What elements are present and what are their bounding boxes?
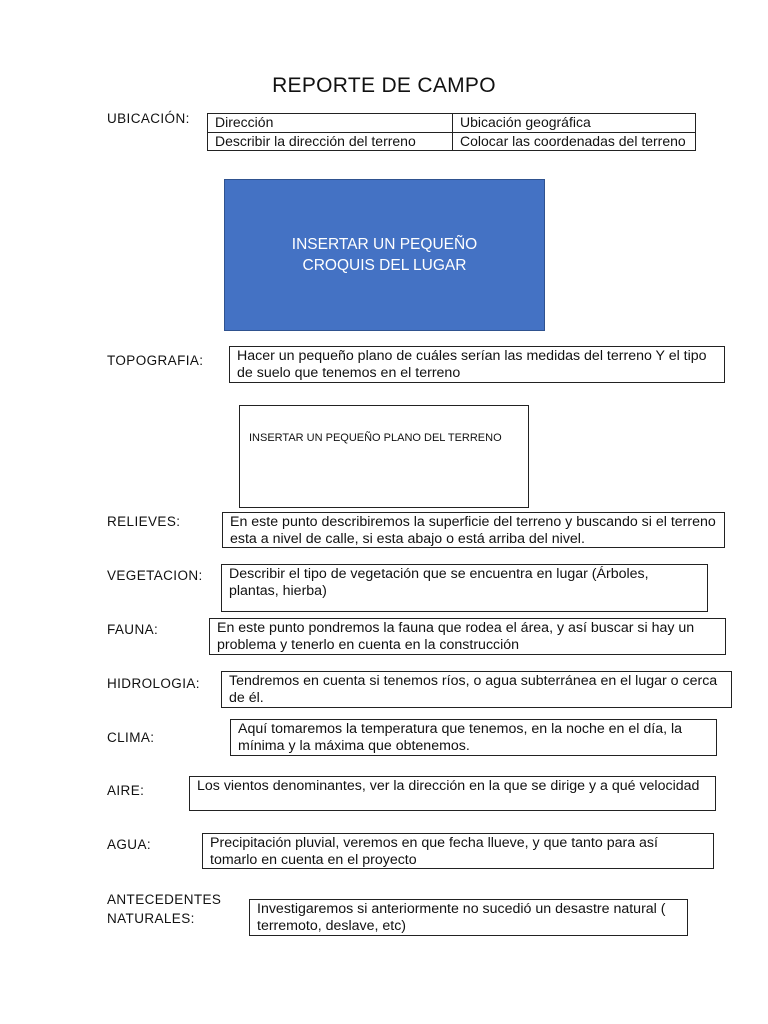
croquis-placeholder — [224, 179, 545, 331]
fauna-label: FAUNA: — [107, 622, 159, 637]
topografia-label: TOPOGRAFIA: — [107, 353, 204, 368]
hidrologia-label: HIDROLOGIA: — [107, 676, 200, 691]
plano-placeholder — [239, 405, 529, 508]
plano-text: INSERTAR UN PEQUEÑO PLANO DEL TERRENO — [249, 432, 502, 444]
aire-label: AIRE: — [107, 783, 145, 798]
vegetacion-box: Describir el tipo de vegetación que se encuentra en lugar (Árboles, plantas, hierba) — [221, 564, 708, 612]
antecedentes-label-line1: ANTECEDENTES — [107, 892, 222, 907]
clima-box: Aquí tomaremos la temperatura que tenemos, en la noche en el día, la mínima y la máxima que obtenemos. — [230, 719, 717, 756]
table-cell: Colocar las coordenadas del terreno — [453, 132, 696, 151]
croquis-text: INSERTAR UN PEQUEÑO CROQUIS DEL LUGAR — [291, 236, 478, 274]
ubicacion-label: UBICACIÓN: — [107, 111, 190, 126]
vegetacion-label: VEGETACION: — [107, 568, 203, 583]
table-row — [208, 132, 696, 151]
antecedentes-box: Investigaremos si anteriormente no sucedió un desastre natural ( terremoto, deslave, etc) — [249, 899, 688, 936]
table-header-cell: Dirección — [208, 114, 453, 133]
page-title: REPORTE DE CAMPO — [272, 74, 496, 97]
agua-box: Precipitación pluvial, veremos en que fecha llueve, y que tanto para así tomarlo en cuenta en el proyecto — [202, 833, 714, 869]
ubicacion-table — [207, 113, 696, 151]
relieves-label: RELIEVES: — [107, 514, 181, 529]
antecedentes-label — [107, 890, 221, 928]
fauna-box: En este punto pondremos la fauna que rodea el área, y así buscar si hay un problema y tenerlo en cuenta en la construcción — [209, 618, 726, 655]
table-header-cell: Ubicación geográfica — [453, 114, 696, 133]
hidrologia-box: Tendremos en cuenta si tenemos ríos, o agua subterránea en el lugar o cerca de él. — [221, 671, 732, 708]
clima-label: CLIMA: — [107, 730, 155, 745]
aire-box: Los vientos denominantes, ver la dirección en la que se dirige y a qué velocidad — [189, 776, 716, 811]
agua-label: AGUA: — [107, 837, 152, 852]
topografia-box: Hacer un pequeño plano de cuáles serían las medidas del terreno Y el tipo de suelo que tenemos en el terreno — [229, 346, 725, 383]
relieves-box: En este punto describiremos la superficie del terreno y buscando si el terreno esta a nivel de calle, si esta abajo o está arriba del nivel. — [222, 512, 725, 548]
antecedentes-label-line2: NATURALES: — [107, 911, 195, 926]
table-cell: Describir la dirección del terreno — [208, 132, 453, 151]
table-row — [208, 114, 696, 133]
